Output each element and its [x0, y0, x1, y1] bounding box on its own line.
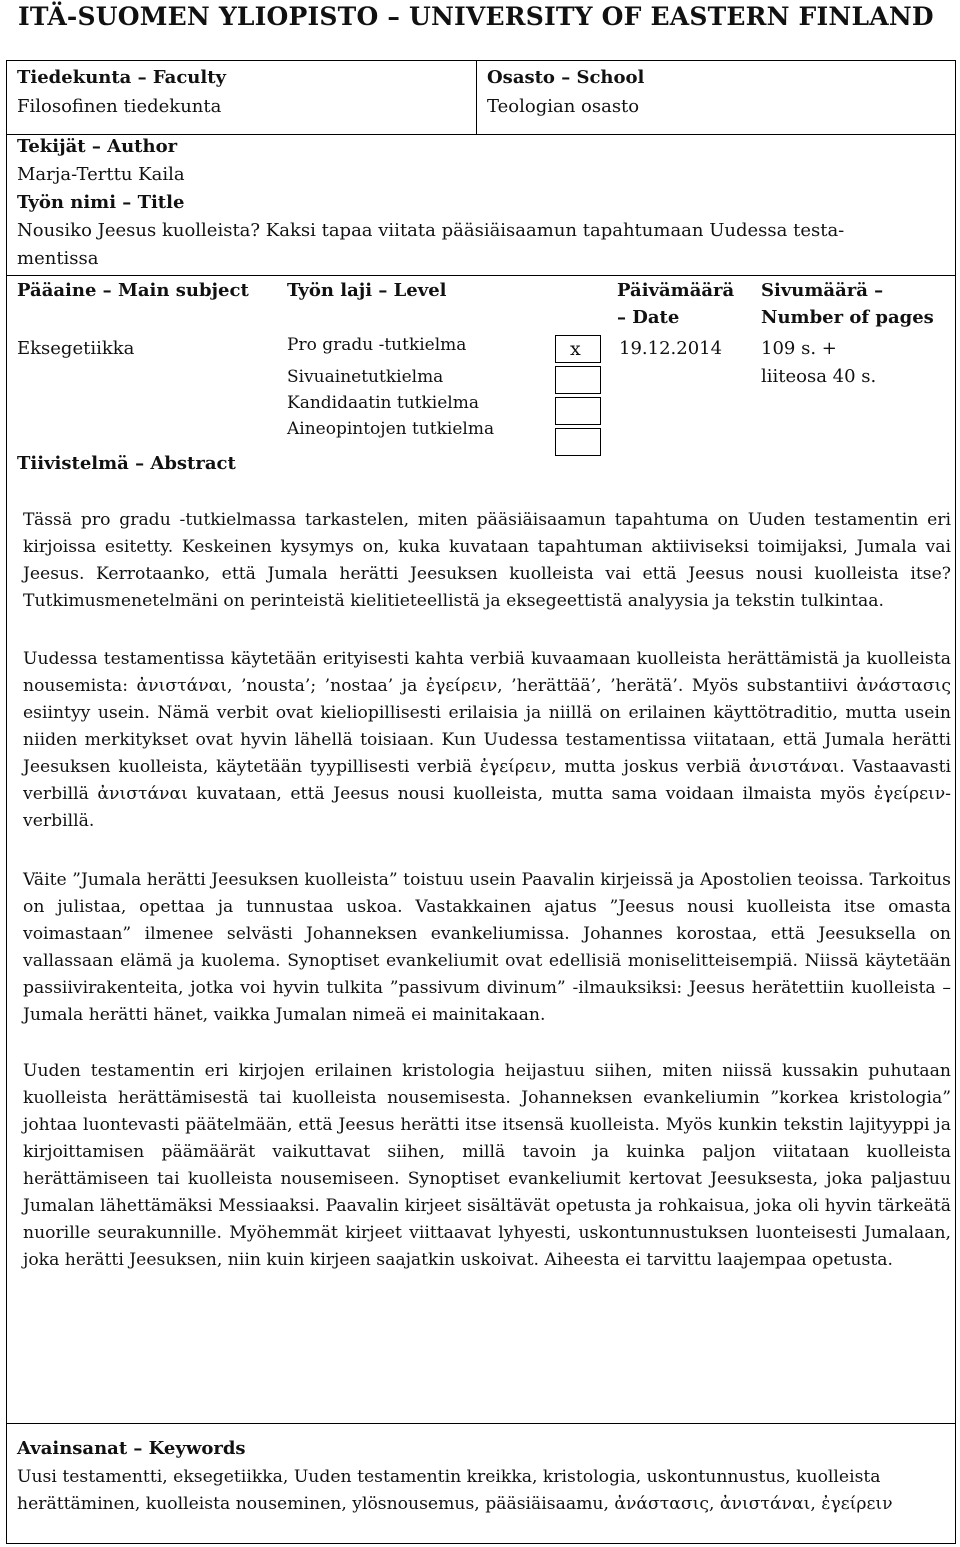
date-label-2: – Date [617, 307, 680, 328]
level-checkbox [555, 397, 601, 425]
date-label: Päivämäärä [617, 280, 735, 301]
date-value: 19.12.2014 [619, 338, 723, 359]
school-label: Osasto – School [487, 67, 645, 88]
title-line-1: Nousiko Jeesus kuolleista? Kaksi tapaa viitata pääsiäisaamun tapahtumaan Uudessa testa- [17, 220, 845, 241]
divider [7, 275, 955, 276]
keywords-line-2: herättäminen, kuolleista nouseminen, ylösnousemus, pääsiäisaamu, ἀνάστασις, ἀνιστάναι, ἐγείρειν [17, 1494, 893, 1514]
keywords-line-1: Uusi testamentti, eksegetiikka, Uuden testamentin kreikka, kristologia, uskontunnustus, kuolleista [17, 1467, 881, 1487]
title-label: Työn nimi – Title [17, 192, 185, 213]
pages-label: Sivumäärä – [761, 280, 884, 301]
level-option: Aineopintojen tutkielma [287, 419, 495, 439]
abstract-paragraph: Uuden testamentin eri kirjojen erilainen kristologia heijastuu siihen, miten niissä kussakin puhutaan kuolleista herättämisestä tai kuolleista nousemisesta. Johanneksen evankeliumin ”korkea kristologia” johtaa luontevasti päätelmään, että Jeesus herätti itse itsensä kuolleista. Myös kunkin tekstin lajityyppi ja kirjoittamisen päämäärät vaikuttavat siihen, millä tavoin ja kuinka paljon viitataan kuolleista herättämiseen tai kuolleista nousemiseen. Synoptiset evankeliumit kertovat Jeesuksesta, joka paljastuu Jumalan lähettämäksi Messiaaksi. Paavalin kirjeet sisältävät opetusta ja rohkaisua, joka oli hyvin tärkeätä nuorille seurakunnille. Myöhemmät kirjeet viittaavat lyhyesti, uskontunnustuksen luonteisesti Jumalaan, joka herätti Jeesuksen, niin kuin kirjeen saajatkin uskoivat. Aiheesta ei tarvittu laajempaa opetusta. [23, 1061, 951, 1270]
faculty-label: Tiedekunta – Faculty [17, 67, 226, 88]
divider [7, 1423, 955, 1424]
level-option: Sivuainetutkielma [287, 367, 444, 387]
faculty-value: Filosofinen tiedekunta [17, 96, 222, 117]
abstract-form [6, 60, 956, 1544]
author-label: Tekijät – Author [17, 136, 178, 157]
author-value: Marja-Terttu Kaila [17, 164, 185, 185]
level-option: Pro gradu -tutkielma [287, 335, 467, 355]
abstract-paragraph: Uudessa testamentissa käytetään erityisesti kahta verbiä kuvaamaan kuolleista herättämistä ja kuolleista nousemista: ἀνιστάναι, ’nousta’; ’nostaa’ ja ἐγείρειν, ’herättää’, ’herätä’. Myös substantiivi ἀνάστασις esiintyy usein. Nämä verbit ovat kieliopillisesti erilaisia ja niillä on erilainen käyttötraditio, mutta usein niiden merkitykset ovat hyvin lähellä toisiaan. Kun Uudessa testamentissa viitataan, että Jumala herätti Jeesuksen kuolleista, käytetään tyypillisesti verbiä ἐγείρειν, mutta joskus verbiä ἀνιστάναι. Vastaavasti verbillä ἀνιστάναι kuvataan, että Jeesus nousi kuolleista, mutta sama voidaan ilmaista myös ἐγείρειν-verbillä. [23, 649, 951, 831]
pages-value: 109 s. + [761, 338, 837, 359]
level-label: Työn laji – Level [287, 280, 447, 301]
divider [476, 61, 477, 134]
title-line-2: mentissa [17, 248, 99, 269]
university-header: ITÄ-SUOMEN YLIOPISTO – UNIVERSITY OF EASTERN FINLAND [18, 2, 934, 31]
subject-value: Eksegetiikka [17, 338, 135, 359]
abstract-paragraph: Väite ”Jumala herätti Jeesuksen kuolleista” toistuu usein Paavalin kirjeissä ja Apostolien teoissa. Tarkoitus on julistaa, opettaa ja tunnustaa uskoa. Vastakkainen ajatus ”Jeesus nousi kuolleista itse omasta voimastaan” ilmenee selvästi Johanneksen evankeliumissa. Johannes korostaa, että Jeesuksella on vallassaan elämä ja kuolema. Synoptiset evankeliumit ovat edellisiä moniselitteisempiä. Niissä käytetään passiivirakenteita, jotka voi hyvin tulkita ”passivum divinum” -ilmauksiksi: Jeesus herätettiin kuolleista – Jumala herätti hänet, vaikka Jumalan nimeä ei mainitakaan. [23, 870, 951, 1025]
level-checkbox [555, 428, 601, 456]
school-value: Teologian osasto [487, 96, 640, 117]
level-checkbox [555, 335, 601, 363]
checkbox-mark: x [570, 338, 581, 360]
level-option: Kandidaatin tutkielma [287, 393, 479, 413]
subject-label: Pääaine – Main subject [17, 280, 249, 301]
abstract-label: Tiivistelmä – Abstract [17, 453, 236, 474]
pages-value-2: liiteosa 40 s. [761, 366, 877, 387]
level-checkbox [555, 366, 601, 394]
abstract-paragraph: Tässä pro gradu -tutkielmassa tarkastelen, miten pääsiäisaamun tapahtuma on Uuden testamentin eri kirjoissa esitetty. Keskeinen kysymys on, kuka kuvataan tapahtuman aktiiviseksi toimijaksi, Jumala vai Jeesus. Kerrotaanko, että Jumala herätti Jeesuksen kuolleista vai että Jeesus nousi kuolleista itse? Tutkimusmenetelmäni on perinteistä kielitieteellistä ja eksegeettistä analyysia ja tekstin tulkintaa. [23, 510, 951, 611]
keywords-label: Avainsanat – Keywords [17, 1438, 246, 1459]
pages-label-2: Number of pages [761, 307, 934, 328]
